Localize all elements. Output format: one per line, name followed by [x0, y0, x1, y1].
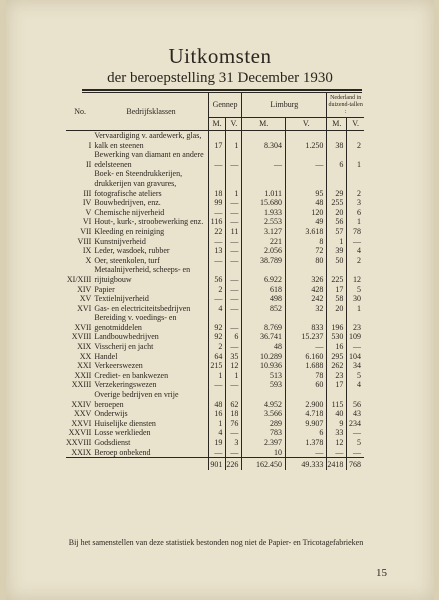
table-row	[66, 265, 364, 284]
nederland-m-cell: 40	[327, 409, 347, 419]
nederland-v-cell: 5	[347, 371, 364, 381]
gennep-m-cell: 116	[208, 217, 226, 227]
header-limburg-v: V.	[286, 118, 327, 131]
nederland-m-cell: —	[327, 448, 347, 458]
gennep-v-cell: 6	[226, 332, 242, 342]
nederland-v-cell: 43	[347, 409, 364, 419]
nederland-m-cell: 23	[327, 371, 347, 381]
limburg-m-cell: 513	[242, 371, 286, 381]
limburg-v-cell: 4.718	[286, 409, 327, 419]
row-number: XXV	[73, 409, 92, 419]
limburg-v-cell: 95	[286, 169, 327, 198]
limburg-v-cell: 833	[286, 313, 327, 332]
table-row	[66, 150, 364, 169]
total-limburg-v: 49.333	[286, 458, 327, 470]
title-rule	[82, 89, 362, 91]
limburg-m-cell: 593	[242, 380, 286, 390]
row-number: IX	[82, 246, 92, 256]
nederland-m-cell: 225	[327, 265, 347, 284]
limburg-m-cell: 2.056	[242, 246, 286, 256]
nederland-v-cell: 5	[347, 438, 364, 448]
nederland-m-cell: 33	[327, 428, 347, 438]
row-number: XVI	[77, 303, 92, 313]
limburg-v-cell: 6.160	[286, 352, 327, 362]
row-class-name: Landbouwbedrijven	[94, 332, 159, 342]
table-row	[66, 227, 364, 237]
header-gennep: Gennep	[208, 93, 242, 118]
row-class-name: Godsdienst	[94, 438, 131, 447]
nederland-m-cell: 38	[327, 131, 347, 151]
nederland-v-cell: 1	[347, 304, 364, 314]
gennep-v-cell: —	[226, 304, 242, 314]
row-class-name: Bewerking van diamant en andere edelsteenen	[94, 150, 204, 169]
gennep-v-cell: 1	[226, 131, 242, 151]
limburg-v-cell: 9.907	[286, 419, 327, 429]
row-number: IV	[82, 198, 92, 208]
totals-spacer	[66, 458, 94, 470]
table-row	[66, 304, 364, 314]
header-class: Bedrijfsklassen	[94, 93, 208, 131]
nederland-v-cell: 2	[347, 131, 364, 151]
limburg-m-cell: 783	[242, 428, 286, 438]
row-number: XV	[79, 294, 92, 304]
nederland-v-cell: 34	[347, 361, 364, 371]
gennep-m-cell: —	[208, 256, 226, 266]
row-number: VIII	[77, 236, 92, 246]
gennep-m-cell: 4	[208, 304, 226, 314]
header-limburg: Limburg	[242, 93, 327, 118]
gennep-v-cell: —	[226, 265, 242, 284]
nederland-m-cell: 1	[327, 237, 347, 247]
gennep-m-cell: 18	[208, 169, 226, 198]
gennep-v-cell: —	[226, 285, 242, 295]
gennep-v-cell: —	[226, 150, 242, 169]
gennep-v-cell: —	[226, 237, 242, 247]
nederland-v-cell: 6	[347, 208, 364, 218]
table-row	[66, 217, 364, 227]
header-gennep-v: V.	[226, 118, 242, 131]
limburg-v-cell: 1.250	[286, 131, 327, 151]
table-row	[66, 256, 364, 266]
row-number: XXVII	[68, 428, 92, 438]
gennep-v-cell: 35	[226, 352, 242, 362]
limburg-m-cell: 852	[242, 304, 286, 314]
row-class-name: Kleeding en reiniging	[94, 226, 165, 236]
nederland-m-cell: 17	[327, 285, 347, 295]
limburg-m-cell: 1.933	[242, 208, 286, 218]
gennep-m-cell: 22	[208, 227, 226, 237]
nederland-m-cell: 29	[327, 169, 347, 198]
row-class-name: Leder, wasdoek, rubber	[94, 246, 170, 256]
row-number: V	[85, 207, 92, 217]
row-number: II	[86, 159, 92, 169]
row-class-name: Boek- en Steendrukkerijen, drukkerijen van gravures, fotografische ateliers	[94, 169, 183, 198]
row-number: XXIII	[71, 380, 92, 390]
gennep-m-cell: —	[208, 208, 226, 218]
gennep-m-cell: 13	[208, 246, 226, 256]
gennep-m-cell: 19	[208, 438, 226, 448]
row-class-name: Verkeerswezen	[94, 361, 143, 371]
table-row	[66, 131, 364, 151]
limburg-v-cell: —	[286, 150, 327, 169]
limburg-m-cell: 6.922	[242, 265, 286, 284]
limburg-v-cell: 6	[286, 428, 327, 438]
gennep-m-cell: 56	[208, 265, 226, 284]
gennep-v-cell: 3	[226, 438, 242, 448]
limburg-m-cell: 10.936	[242, 361, 286, 371]
nederland-m-cell: 115	[327, 390, 347, 409]
occupation-table	[66, 93, 364, 470]
row-class-name: Chemische nijverheid	[94, 207, 165, 217]
limburg-v-cell: 326	[286, 265, 327, 284]
limburg-v-cell: 49	[286, 217, 327, 227]
total-gennep-v: 226	[226, 458, 242, 470]
table-row	[66, 352, 364, 362]
page	[6, 0, 434, 600]
nederland-v-cell: 109	[347, 332, 364, 342]
total-limburg-m: 162.450	[242, 458, 286, 470]
row-number: I	[88, 140, 92, 150]
row-number: XXII	[74, 370, 92, 380]
limburg-v-cell: —	[286, 342, 327, 352]
limburg-v-cell: 80	[286, 256, 327, 266]
limburg-m-cell: —	[242, 150, 286, 169]
gennep-m-cell: 2	[208, 285, 226, 295]
row-number: XXI	[77, 361, 92, 371]
total-gennep-m: 901	[208, 458, 226, 470]
gennep-v-cell: —	[226, 217, 242, 227]
gennep-v-cell: 12	[226, 361, 242, 371]
row-number: XX	[79, 351, 92, 361]
gennep-m-cell: 4	[208, 428, 226, 438]
nederland-v-cell: 2	[347, 169, 364, 198]
nederland-v-cell: 104	[347, 352, 364, 362]
row-class-name: Onderwijs	[94, 409, 128, 419]
row-number: XXIX	[71, 447, 92, 457]
table-row	[66, 237, 364, 247]
limburg-m-cell: 8.769	[242, 313, 286, 332]
gennep-v-cell: —	[226, 256, 242, 266]
nederland-m-cell: 262	[327, 361, 347, 371]
table-row	[66, 342, 364, 352]
gennep-v-cell: —	[226, 294, 242, 304]
header-limburg-m: M.	[242, 118, 286, 131]
row-number: XVIII	[71, 332, 92, 342]
gennep-m-cell: 92	[208, 332, 226, 342]
table-row	[66, 428, 364, 438]
table-row	[66, 448, 364, 458]
row-class-name: Hout-, kurk-, stroobewerking enz.	[94, 217, 204, 227]
limburg-m-cell: 3.127	[242, 227, 286, 237]
table-row	[66, 438, 364, 448]
gennep-m-cell: 215	[208, 361, 226, 371]
nederland-m-cell: 16	[327, 342, 347, 352]
limburg-m-cell: 36.741	[242, 332, 286, 342]
row-class-name: Bouwbedrijven, enz.	[94, 198, 161, 208]
gennep-v-cell: 76	[226, 419, 242, 429]
gennep-v-cell: 18	[226, 409, 242, 419]
nederland-m-cell: 20	[327, 208, 347, 218]
gennep-v-cell: —	[226, 448, 242, 458]
limburg-m-cell: 10	[242, 448, 286, 458]
nederland-v-cell: 2	[347, 256, 364, 266]
limburg-m-cell: 2.397	[242, 438, 286, 448]
table-row	[66, 169, 364, 198]
row-number: XXVI	[71, 418, 92, 428]
row-class-name: Vervaardiging v. aardewerk, glas, kalk en steenen	[94, 131, 202, 150]
gennep-v-cell: 1	[226, 371, 242, 381]
table-row	[66, 332, 364, 342]
gennep-v-cell: —	[226, 380, 242, 390]
row-class-name: Huiselijke diensten	[94, 418, 156, 428]
table-row	[66, 409, 364, 419]
row-number: XXVIII	[66, 438, 92, 447]
nederland-v-cell: 23	[347, 313, 364, 332]
table-row	[66, 285, 364, 295]
limburg-v-cell: 48	[286, 198, 327, 208]
total-nederland-m: 2418	[327, 458, 347, 470]
nederland-v-cell: 12	[347, 265, 364, 284]
page-subtitle: der beroepstelling 31 December 1930	[107, 70, 333, 86]
table-row	[66, 371, 364, 381]
limburg-v-cell: 2.900	[286, 390, 327, 409]
table-row	[66, 361, 364, 371]
table-row	[66, 419, 364, 429]
row-class-name: Bereiding v. voedings- en genotmiddelen	[94, 313, 177, 332]
gennep-m-cell: —	[208, 448, 226, 458]
limburg-m-cell: 38.789	[242, 256, 286, 266]
limburg-m-cell: 1.011	[242, 169, 286, 198]
limburg-v-cell: 15.237	[286, 332, 327, 342]
gennep-m-cell: 64	[208, 352, 226, 362]
row-number: XIV	[77, 284, 92, 294]
header-gennep-m: M.	[208, 118, 226, 131]
gennep-v-cell: —	[226, 198, 242, 208]
limburg-v-cell: 1.378	[286, 438, 327, 448]
totals-spacer	[94, 458, 208, 470]
nederland-m-cell: 255	[327, 198, 347, 208]
limburg-m-cell: 15.680	[242, 198, 286, 208]
limburg-m-cell: 8.304	[242, 131, 286, 151]
nederland-v-cell: 56	[347, 390, 364, 409]
limburg-m-cell: 4.952	[242, 390, 286, 409]
total-nederland-v: 768	[347, 458, 364, 470]
nederland-v-cell: —	[347, 428, 364, 438]
gennep-v-cell: 11	[226, 227, 242, 237]
nederland-m-cell: 6	[327, 150, 347, 169]
limburg-m-cell: 10.289	[242, 352, 286, 362]
row-number: III	[83, 188, 92, 198]
gennep-m-cell: 92	[208, 313, 226, 332]
page-title: Uitkomsten	[168, 44, 272, 68]
nederland-m-cell: 20	[327, 304, 347, 314]
row-class-name: Oer, steenkolen, turf	[94, 255, 160, 265]
limburg-m-cell: 2.553	[242, 217, 286, 227]
gennep-m-cell: 99	[208, 198, 226, 208]
table-row	[66, 208, 364, 218]
nederland-m-cell: 58	[327, 294, 347, 304]
gennep-v-cell: —	[226, 208, 242, 218]
limburg-m-cell: 618	[242, 285, 286, 295]
row-class-name: Handel	[94, 351, 118, 361]
limburg-v-cell: 72	[286, 246, 327, 256]
row-class-name: Kunstnijverheid	[94, 236, 146, 246]
nederland-v-cell: 5	[347, 285, 364, 295]
nederland-m-cell: 12	[327, 438, 347, 448]
table-row	[66, 390, 364, 409]
limburg-v-cell: 1.688	[286, 361, 327, 371]
limburg-v-cell: 60	[286, 380, 327, 390]
nederland-v-cell: 78	[347, 227, 364, 237]
nederland-v-cell: 3	[347, 198, 364, 208]
gennep-m-cell: 2	[208, 342, 226, 352]
gennep-m-cell: 1	[208, 371, 226, 381]
nederland-v-cell: —	[347, 448, 364, 458]
nederland-m-cell: 196	[327, 313, 347, 332]
nederland-v-cell: —	[347, 237, 364, 247]
header-no: No.	[66, 93, 94, 131]
row-class-name: Papier	[94, 284, 115, 294]
limburg-m-cell: 48	[242, 342, 286, 352]
table-row	[66, 380, 364, 390]
gennep-m-cell: 17	[208, 131, 226, 151]
nederland-v-cell: 1	[347, 217, 364, 227]
row-class-name: Gas- en electriciteitsbedrijven	[94, 303, 191, 313]
limburg-v-cell: —	[286, 448, 327, 458]
row-class-name: Visscherij en jacht	[94, 342, 154, 352]
row-number: XIX	[77, 342, 92, 352]
nederland-v-cell: —	[347, 342, 364, 352]
gennep-v-cell: 1	[226, 169, 242, 198]
gennep-v-cell: —	[226, 428, 242, 438]
header-nederland-v: V.	[347, 118, 364, 131]
limburg-m-cell: 289	[242, 419, 286, 429]
row-number: XVII	[74, 322, 92, 332]
nederland-v-cell: 4	[347, 380, 364, 390]
nederland-m-cell: 39	[327, 246, 347, 256]
limburg-v-cell: 120	[286, 208, 327, 218]
table-row	[66, 246, 364, 256]
row-class-name: Textielnijverheid	[94, 294, 149, 304]
nederland-v-cell: 30	[347, 294, 364, 304]
row-class-name: Overige bedrijven en vrije beroepen	[94, 390, 179, 409]
limburg-v-cell: 78	[286, 371, 327, 381]
row-class-name: Losse werklieden	[94, 428, 151, 438]
row-number: XI/XIII	[66, 274, 92, 284]
row-number: VII	[80, 226, 92, 236]
row-number: X	[85, 255, 92, 265]
gennep-m-cell: —	[208, 380, 226, 390]
nederland-m-cell: 295	[327, 352, 347, 362]
nederland-v-cell: 234	[347, 419, 364, 429]
gennep-m-cell: —	[208, 237, 226, 247]
footnote: Bij het samenstellen van deze statistiek bestonden nog niet de Papier- en Tricotagefabrieken	[68, 538, 364, 547]
gennep-m-cell: —	[208, 294, 226, 304]
limburg-v-cell: 428	[286, 285, 327, 295]
gennep-v-cell: —	[226, 342, 242, 352]
table-row	[66, 294, 364, 304]
limburg-v-cell: 32	[286, 304, 327, 314]
row-class-name: Beroep onbekend	[94, 447, 151, 457]
limburg-v-cell: 242	[286, 294, 327, 304]
table-row	[66, 313, 364, 332]
limburg-m-cell: 498	[242, 294, 286, 304]
table-row	[66, 198, 364, 208]
nederland-m-cell: 9	[327, 419, 347, 429]
gennep-m-cell: 16	[208, 409, 226, 419]
row-class-name: Crediet- en bankwezen	[94, 370, 169, 380]
limburg-v-cell: 8	[286, 237, 327, 247]
nederland-m-cell: 56	[327, 217, 347, 227]
limburg-m-cell: 221	[242, 237, 286, 247]
table-body	[66, 131, 364, 458]
header-nederland: Nederland in duizend-tallen :	[327, 93, 364, 118]
totals-row	[66, 458, 364, 470]
row-number: VI	[82, 217, 92, 227]
nederland-v-cell: 1	[347, 150, 364, 169]
nederland-m-cell: 57	[327, 227, 347, 237]
gennep-m-cell: 48	[208, 390, 226, 409]
gennep-v-cell: 62	[226, 390, 242, 409]
limburg-m-cell: 3.566	[242, 409, 286, 419]
gennep-m-cell: —	[208, 150, 226, 169]
page-number: 15	[376, 567, 387, 579]
nederland-m-cell: 50	[327, 256, 347, 266]
gennep-m-cell: 1	[208, 419, 226, 429]
header-nederland-m: M.	[327, 118, 347, 131]
row-number: XXIV	[71, 399, 92, 409]
row-class-name: Verzekeringswezen	[94, 380, 157, 390]
limburg-v-cell: 3.618	[286, 227, 327, 237]
nederland-m-cell: 17	[327, 380, 347, 390]
row-class-name: Metaalnijverheid, scheeps- en rijtuigbouw	[94, 265, 191, 284]
nederland-m-cell: 530	[327, 332, 347, 342]
gennep-v-cell: —	[226, 313, 242, 332]
nederland-v-cell: 4	[347, 246, 364, 256]
gennep-v-cell: —	[226, 246, 242, 256]
